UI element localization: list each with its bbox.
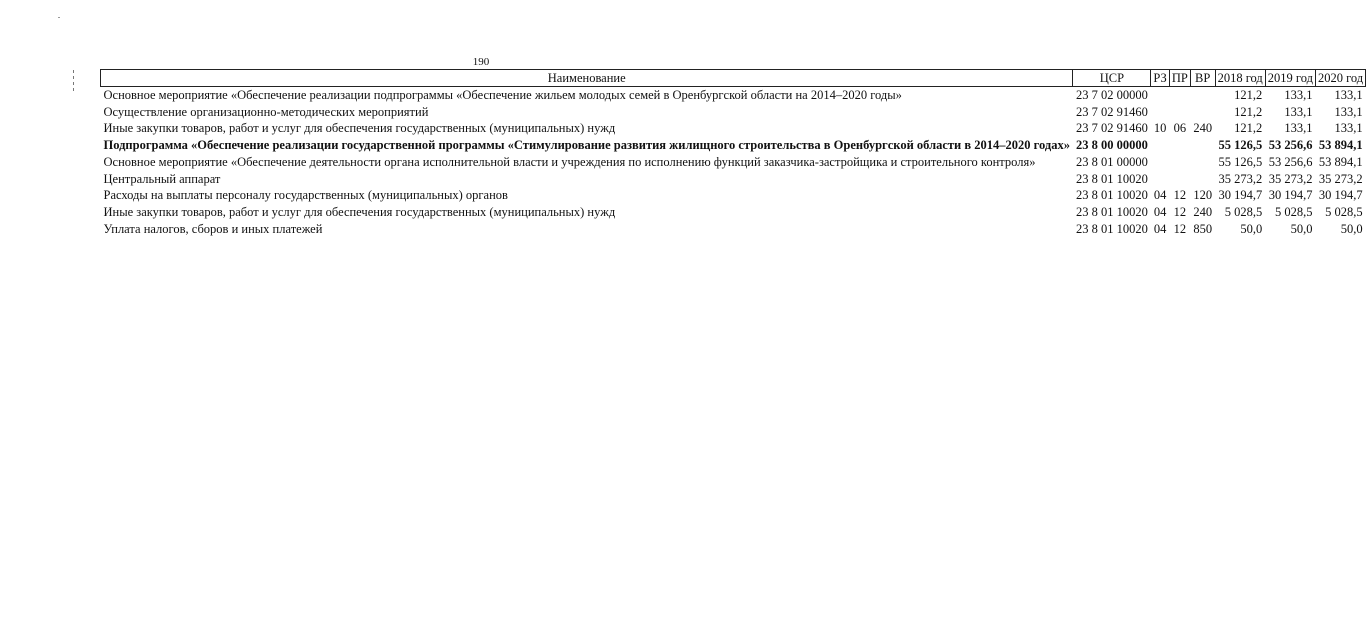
row-2020: 133,1: [1334, 104, 1363, 119]
row-2018: 50,0: [1240, 221, 1263, 236]
table-row: [101, 204, 1366, 221]
row-pr: 12: [1173, 204, 1187, 219]
row-csr: 23 8 01 00000: [1075, 154, 1148, 169]
column-header-vr: ВР: [1190, 70, 1215, 87]
row-rz: 04: [1153, 188, 1167, 203]
row-2019: 30 194,7: [1268, 188, 1313, 203]
row-vr: 240: [1193, 204, 1213, 219]
row-pr: 06: [1173, 121, 1187, 136]
scan-artifact: [58, 17, 60, 18]
row-pr: 12: [1173, 188, 1187, 203]
row-2020: 30 194,7: [1318, 188, 1363, 203]
row-2019: 53 256,6: [1268, 138, 1313, 153]
row-csr: 23 7 02 91460: [1075, 121, 1148, 136]
row-rz: [1151, 154, 1170, 171]
row-rz: 04: [1153, 204, 1167, 219]
row-2018: 121,2: [1234, 104, 1263, 119]
row-vr: [1190, 104, 1215, 121]
row-2018: 5 028,5: [1224, 204, 1263, 219]
row-2020: 133,1: [1334, 88, 1363, 102]
row-csr: 23 8 01 10020: [1075, 204, 1148, 219]
column-header-csr: ЦСР: [1073, 70, 1151, 87]
row-csr: 23 8 01 10020: [1075, 221, 1148, 236]
row-csr: 23 8 00 00000: [1075, 138, 1148, 153]
row-pr: 12: [1173, 221, 1187, 236]
column-header-rz: РЗ: [1151, 70, 1170, 87]
table-header-row: [101, 70, 1366, 87]
row-vr: [1190, 137, 1215, 154]
row-name: Расходы на выплаты персоналу государственных (муниципальных) органов: [103, 188, 508, 203]
row-2020: 53 894,1: [1318, 138, 1363, 153]
row-2018: 55 126,5: [1218, 138, 1263, 153]
row-name: Иные закупки товаров, работ и услуг для обеспечения государственных (муниципальных) нужд: [103, 121, 616, 136]
row-2018: 55 126,5: [1218, 154, 1263, 169]
row-csr: 23 7 02 91460: [1075, 104, 1148, 119]
row-name: Основное мероприятие «Обеспечение реализации подпрограммы «Обеспечение жильем молодых семей в Оренбургской области на 2014–2020 годы»: [103, 88, 902, 102]
row-pr: [1169, 104, 1190, 121]
row-2018: 121,2: [1234, 88, 1263, 102]
row-2018: 30 194,7: [1218, 188, 1263, 203]
scan-artifact: [73, 76, 74, 79]
row-vr: [1190, 171, 1215, 188]
budget-table: [100, 69, 1366, 237]
table-row: [101, 104, 1366, 121]
column-header-2018: 2018 год: [1215, 70, 1265, 87]
column-header-pr: ПР: [1169, 70, 1190, 87]
table-body: [101, 87, 1366, 238]
row-csr: 23 8 01 10020: [1075, 188, 1148, 203]
row-2020: 50,0: [1340, 221, 1363, 236]
row-2020: 35 273,2: [1318, 171, 1363, 186]
table-row: [101, 87, 1366, 104]
row-2019: 5 028,5: [1274, 204, 1313, 219]
table-row: [101, 137, 1366, 154]
row-vr: 850: [1193, 221, 1213, 236]
row-pr: [1169, 171, 1190, 188]
row-2019: 53 256,6: [1268, 154, 1313, 169]
table-row: [101, 171, 1366, 188]
row-2018: 35 273,2: [1218, 171, 1263, 186]
table-row: [101, 187, 1366, 204]
row-pr: [1169, 154, 1190, 171]
scan-artifact: [73, 82, 74, 85]
row-vr: [1190, 87, 1215, 104]
row-name: Подпрограмма «Обеспечение реализации государственной программы «Стимулирование развития жилищного строительства в Оренбургской области в 2014–2020 годах»: [103, 138, 1070, 153]
row-rz: [1151, 104, 1170, 121]
row-rz: 10: [1153, 121, 1167, 136]
row-2020: 5 028,5: [1325, 204, 1363, 219]
row-name: Уплата налогов, сборов и иных платежей: [103, 221, 323, 236]
scan-artifact: [73, 88, 74, 91]
row-rz: [1151, 171, 1170, 188]
column-header-2020: 2020 год: [1315, 70, 1365, 87]
row-rz: 04: [1153, 221, 1167, 236]
row-vr: 120: [1193, 188, 1213, 203]
row-rz: [1151, 137, 1170, 154]
row-2020: 53 894,1: [1318, 154, 1363, 169]
row-2018: 121,2: [1234, 121, 1263, 136]
column-header-name: Наименование: [101, 70, 1073, 87]
row-name: Центральный аппарат: [103, 171, 221, 186]
row-2019: 50,0: [1290, 221, 1313, 236]
column-header-2019: 2019 год: [1265, 70, 1315, 87]
row-rz: [1151, 87, 1170, 104]
row-csr: 23 7 02 00000: [1075, 88, 1148, 102]
row-name: Основное мероприятие «Обеспечение деятельности органа исполнительной власти и учреждения по исполнению функций заказчика-застройщика и строительного контроля»: [103, 154, 1036, 169]
table-row: [101, 154, 1366, 171]
row-2019: 133,1: [1284, 121, 1313, 136]
row-2020: 133,1: [1334, 121, 1363, 136]
row-name: Осуществление организационно-методических мероприятий: [103, 104, 429, 119]
table-row: [101, 221, 1366, 238]
table-row: [101, 120, 1366, 137]
page-number: 190: [472, 56, 490, 68]
row-pr: [1169, 137, 1190, 154]
row-vr: 240: [1193, 121, 1213, 136]
row-pr: [1169, 87, 1190, 104]
row-2019: 35 273,2: [1268, 171, 1313, 186]
row-2019: 133,1: [1284, 88, 1313, 102]
row-csr: 23 8 01 10020: [1075, 171, 1148, 186]
row-name: Иные закупки товаров, работ и услуг для обеспечения государственных (муниципальных) нужд: [103, 204, 616, 219]
row-vr: [1190, 154, 1215, 171]
row-2019: 133,1: [1284, 104, 1313, 119]
scan-artifact: [73, 70, 74, 73]
